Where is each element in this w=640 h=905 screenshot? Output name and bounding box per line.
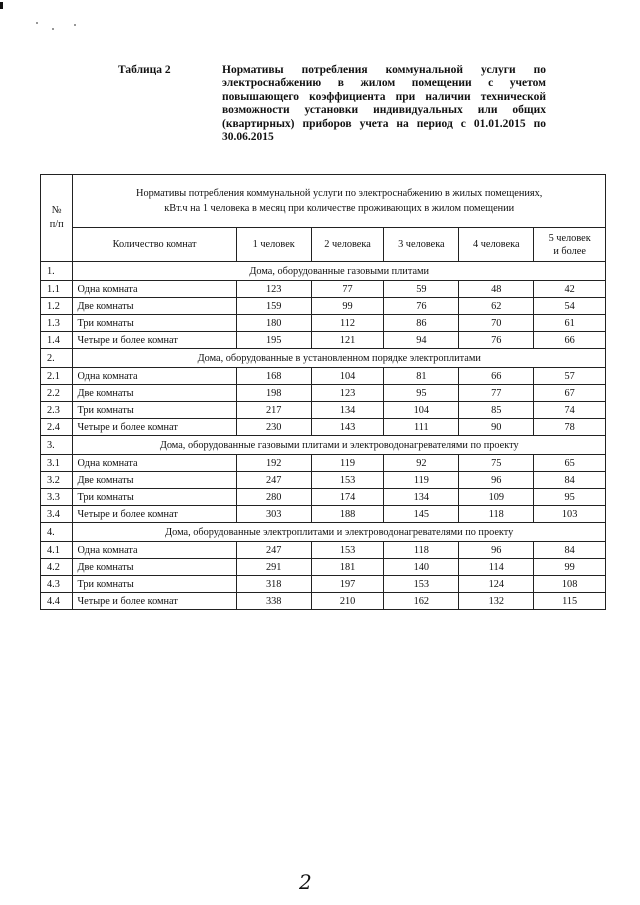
table-row — [41, 472, 606, 489]
norm-value-cell: 162 — [384, 593, 459, 610]
norm-value-cell: 42 — [534, 281, 606, 298]
table-row — [41, 506, 606, 523]
section-title: Дома, оборудованные газовыми плитами и электроводонагревателями по проекту — [73, 436, 606, 455]
norm-value-cell: 81 — [384, 368, 459, 385]
norm-value-cell: 123 — [236, 281, 311, 298]
row-number: 3.2 — [41, 472, 73, 489]
table-subheader-row — [41, 228, 606, 262]
room-count-cell: Четыре и более комнат — [73, 593, 236, 610]
section-number: 3. — [41, 436, 73, 455]
table-body — [41, 262, 606, 610]
norm-value-cell: 108 — [534, 576, 606, 593]
section-number: 2. — [41, 349, 73, 368]
room-count-cell: Три комнаты — [73, 402, 236, 419]
table-row — [41, 315, 606, 332]
norm-value-cell: 76 — [384, 298, 459, 315]
title-line: электроснабжению в жилом помещении с учетом — [222, 77, 546, 90]
row-number: 4.2 — [41, 559, 73, 576]
page-number: 2 — [299, 870, 312, 894]
table-row — [41, 593, 606, 610]
norm-value-cell: 54 — [534, 298, 606, 315]
norm-value-cell: 134 — [384, 489, 459, 506]
section-header-row — [41, 262, 606, 281]
norm-value-cell: 119 — [384, 472, 459, 489]
room-count-cell: Две комнаты — [73, 385, 236, 402]
norm-value-cell: 99 — [534, 559, 606, 576]
scan-speck — [74, 24, 76, 26]
table-row — [41, 385, 606, 402]
section-title: Дома, оборудованные газовыми плитами — [73, 262, 606, 281]
norm-value-cell: 84 — [534, 472, 606, 489]
norm-value-cell: 59 — [384, 281, 459, 298]
norm-value-cell: 210 — [311, 593, 384, 610]
norm-value-cell: 153 — [311, 542, 384, 559]
norm-value-cell: 247 — [236, 472, 311, 489]
room-count-cell: Две комнаты — [73, 559, 236, 576]
norm-value-cell: 66 — [459, 368, 534, 385]
norm-value-cell: 75 — [459, 455, 534, 472]
norm-value-cell: 104 — [384, 402, 459, 419]
norm-value-cell: 109 — [459, 489, 534, 506]
norm-value-cell: 118 — [459, 506, 534, 523]
section-title: Дома, оборудованные в установленном порядке электроплитами — [73, 349, 606, 368]
row-number: 4.4 — [41, 593, 73, 610]
norm-value-cell: 303 — [236, 506, 311, 523]
norm-value-cell: 57 — [534, 368, 606, 385]
norm-value-cell: 99 — [311, 298, 384, 315]
table-row — [41, 281, 606, 298]
room-count-cell: Одна комната — [73, 542, 236, 559]
room-count-cell: Три комнаты — [73, 576, 236, 593]
norm-value-cell: 95 — [384, 385, 459, 402]
norm-value-cell: 119 — [311, 455, 384, 472]
norm-value-cell: 134 — [311, 402, 384, 419]
section-number: 1. — [41, 262, 73, 281]
norm-value-cell: 291 — [236, 559, 311, 576]
norm-value-cell: 192 — [236, 455, 311, 472]
norm-value-cell: 181 — [311, 559, 384, 576]
norm-value-cell: 65 — [534, 455, 606, 472]
last-column-line: и более — [553, 245, 586, 257]
person-column-header-last — [534, 228, 606, 262]
norm-value-cell: 103 — [534, 506, 606, 523]
table-row — [41, 455, 606, 472]
norm-value-cell: 61 — [534, 315, 606, 332]
person-column-header: 1 человек — [236, 228, 311, 262]
norm-value-cell: 280 — [236, 489, 311, 506]
norm-value-cell: 198 — [236, 385, 311, 402]
norm-value-cell: 111 — [384, 419, 459, 436]
norm-value-cell: 95 — [534, 489, 606, 506]
table-label: Таблица 2 — [118, 64, 171, 76]
row-number: 2.4 — [41, 419, 73, 436]
norm-value-cell: 124 — [459, 576, 534, 593]
norm-value-cell: 318 — [236, 576, 311, 593]
norm-value-cell: 62 — [459, 298, 534, 315]
scan-speck — [36, 22, 38, 24]
norm-value-cell: 114 — [459, 559, 534, 576]
row-number: 3.4 — [41, 506, 73, 523]
person-column-header: 3 человека — [384, 228, 459, 262]
norm-value-cell: 121 — [311, 332, 384, 349]
norm-value-cell: 159 — [236, 298, 311, 315]
row-number: 2.3 — [41, 402, 73, 419]
row-number: 1.2 — [41, 298, 73, 315]
norm-value-cell: 94 — [384, 332, 459, 349]
number-column-header — [41, 175, 73, 262]
norm-value-cell: 96 — [459, 472, 534, 489]
norm-value-cell: 86 — [384, 315, 459, 332]
description-line: Нормативы потребления коммунальной услуги по электроснабжению в жилых помещениях, — [136, 188, 543, 199]
norm-value-cell: 104 — [311, 368, 384, 385]
last-column-line: 5 человек — [548, 232, 591, 244]
room-count-cell: Четыре и более комнат — [73, 419, 236, 436]
norm-value-cell: 123 — [311, 385, 384, 402]
title-line: возможности установки индивидуальных или общих — [222, 104, 546, 117]
norm-value-cell: 140 — [384, 559, 459, 576]
room-count-cell: Одна комната — [73, 281, 236, 298]
norm-value-cell: 168 — [236, 368, 311, 385]
norm-value-cell: 174 — [311, 489, 384, 506]
norm-value-cell: 112 — [311, 315, 384, 332]
norm-value-cell: 188 — [311, 506, 384, 523]
section-header-row — [41, 436, 606, 455]
norm-value-cell: 77 — [459, 385, 534, 402]
row-number: 1.4 — [41, 332, 73, 349]
room-count-cell: Одна комната — [73, 368, 236, 385]
row-number: 1.1 — [41, 281, 73, 298]
room-count-cell: Три комнаты — [73, 315, 236, 332]
norm-value-cell: 85 — [459, 402, 534, 419]
table-row — [41, 368, 606, 385]
row-number: 2.1 — [41, 368, 73, 385]
room-count-cell: Одна комната — [73, 455, 236, 472]
person-column-header: 4 человека — [459, 228, 534, 262]
norm-value-cell: 338 — [236, 593, 311, 610]
norm-value-cell: 143 — [311, 419, 384, 436]
norm-value-cell: 115 — [534, 593, 606, 610]
table-row — [41, 332, 606, 349]
norm-value-cell: 230 — [236, 419, 311, 436]
norm-value-cell: 247 — [236, 542, 311, 559]
room-count-header: Количество комнат — [73, 228, 236, 262]
row-number: 4.1 — [41, 542, 73, 559]
norm-value-cell: 48 — [459, 281, 534, 298]
room-count-cell: Две комнаты — [73, 472, 236, 489]
room-count-cell: Четыре и более комнат — [73, 332, 236, 349]
table-row — [41, 419, 606, 436]
norm-value-cell: 76 — [459, 332, 534, 349]
number-header-abbr: п/п — [49, 219, 64, 230]
norm-value-cell: 84 — [534, 542, 606, 559]
table-row — [41, 489, 606, 506]
section-number: 4. — [41, 523, 73, 542]
norm-value-cell: 153 — [384, 576, 459, 593]
norm-value-cell: 145 — [384, 506, 459, 523]
consumption-norms-table — [40, 174, 606, 610]
title-line: повышающего коэффициента при наличии технической — [222, 90, 546, 103]
table-row — [41, 542, 606, 559]
row-number: 2.2 — [41, 385, 73, 402]
room-count-cell: Две комнаты — [73, 298, 236, 315]
table-row — [41, 402, 606, 419]
norm-value-cell: 217 — [236, 402, 311, 419]
number-header-symbol: № — [51, 205, 62, 216]
row-number: 1.3 — [41, 315, 73, 332]
scan-edge-mark — [0, 2, 3, 9]
table-row — [41, 298, 606, 315]
table-row — [41, 559, 606, 576]
row-number: 3.1 — [41, 455, 73, 472]
norm-value-cell: 90 — [459, 419, 534, 436]
table-row — [41, 576, 606, 593]
room-count-cell: Три комнаты — [73, 489, 236, 506]
title-line: (квартирных) приборов учета на период с 01.01.2015 по — [222, 117, 546, 130]
norm-value-cell: 118 — [384, 542, 459, 559]
norm-value-cell: 132 — [459, 593, 534, 610]
norm-value-cell: 66 — [534, 332, 606, 349]
room-count-cell: Четыре и более комнат — [73, 506, 236, 523]
norms-description-header — [73, 175, 606, 228]
row-number: 4.3 — [41, 576, 73, 593]
section-header-row — [41, 523, 606, 542]
norm-value-cell: 197 — [311, 576, 384, 593]
row-number: 3.3 — [41, 489, 73, 506]
norm-value-cell: 77 — [311, 281, 384, 298]
title-line: 30.06.2015 — [222, 131, 274, 144]
table-title — [222, 64, 546, 144]
scan-speck — [52, 28, 54, 30]
norm-value-cell: 67 — [534, 385, 606, 402]
norm-value-cell: 195 — [236, 332, 311, 349]
norm-value-cell: 70 — [459, 315, 534, 332]
norm-value-cell: 96 — [459, 542, 534, 559]
norm-value-cell: 180 — [236, 315, 311, 332]
table-header-row — [41, 175, 606, 228]
section-header-row — [41, 349, 606, 368]
norm-value-cell: 92 — [384, 455, 459, 472]
section-title: Дома, оборудованные электроплитами и электроводонагревателями по проекту — [73, 523, 606, 542]
norm-value-cell: 153 — [311, 472, 384, 489]
title-line: Нормативы потребления коммунальной услуги по — [222, 64, 546, 76]
norm-value-cell: 74 — [534, 402, 606, 419]
person-column-header: 2 человека — [311, 228, 384, 262]
norm-value-cell: 78 — [534, 419, 606, 436]
description-line: кВт.ч на 1 человека в месяц при количестве проживающих в жилом помещении — [164, 203, 515, 214]
